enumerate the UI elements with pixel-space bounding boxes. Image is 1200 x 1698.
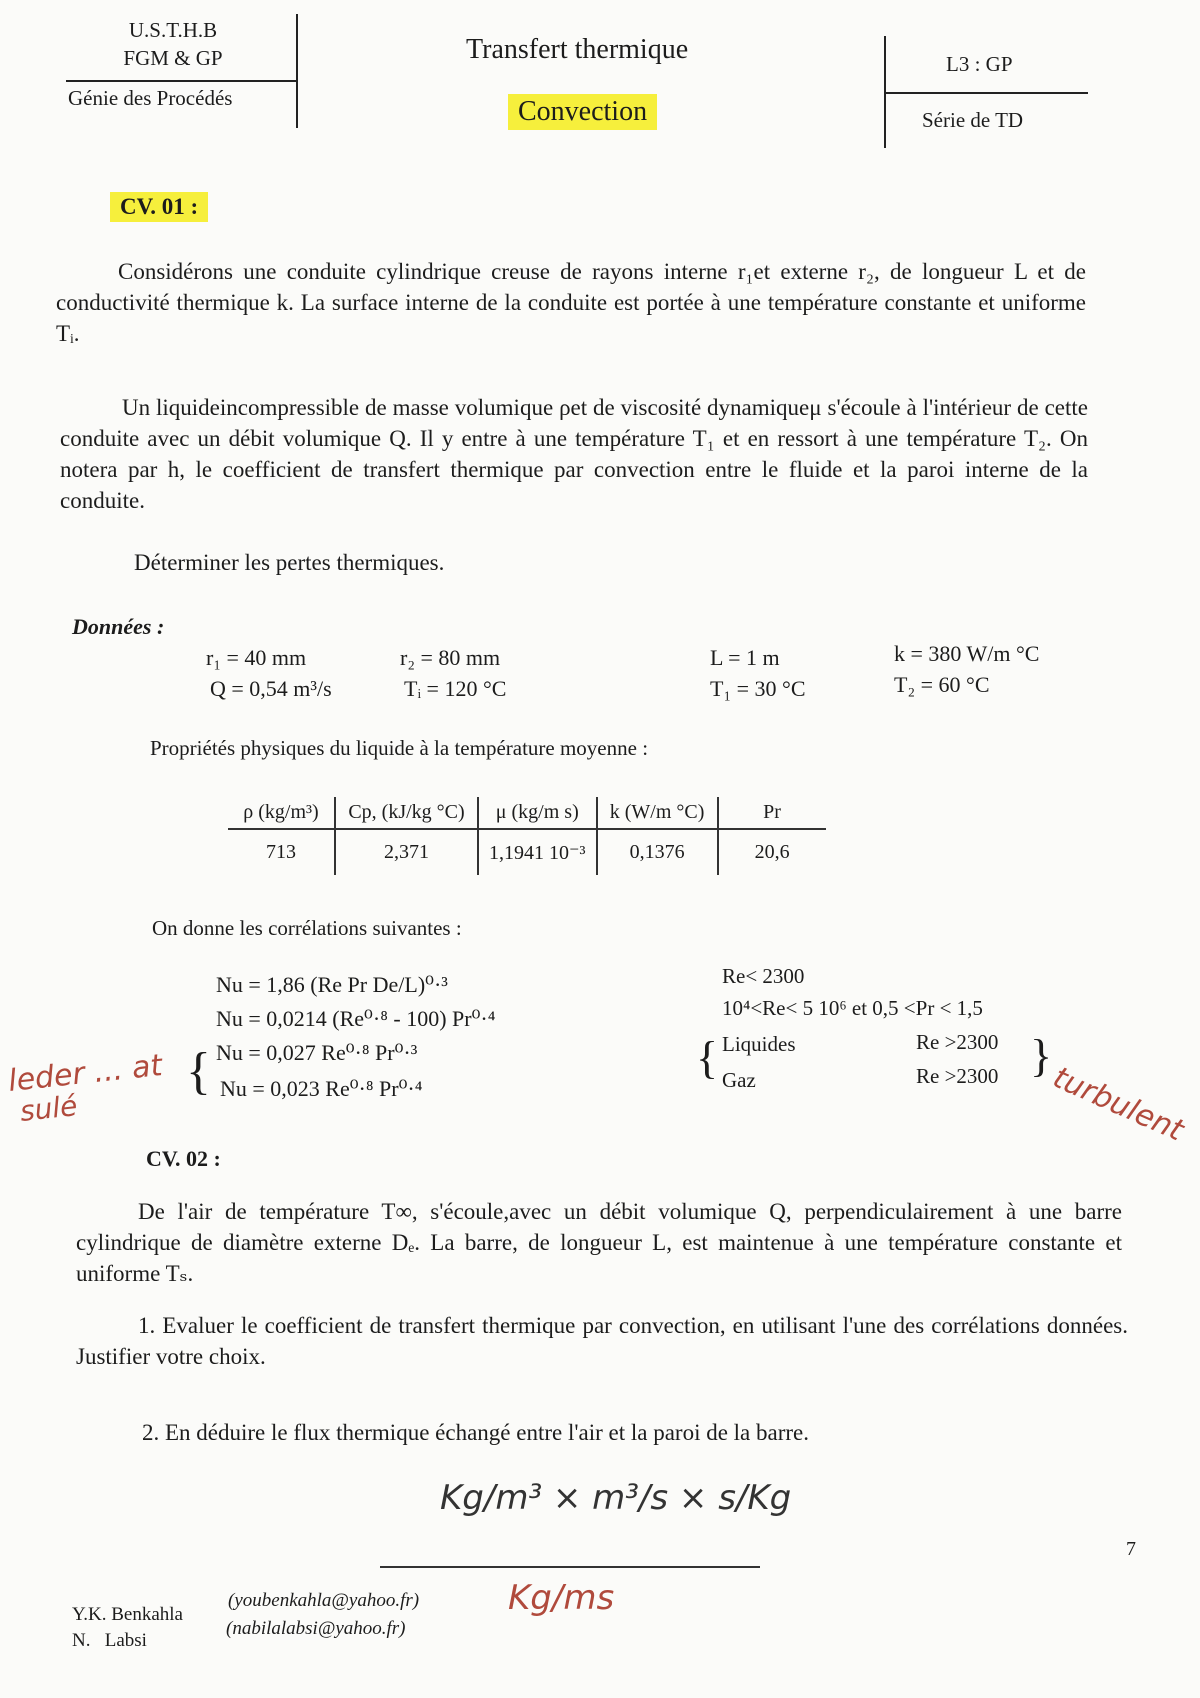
data-r2: r₂ = 80 mm	[400, 645, 501, 670]
correlation-3: Nu = 0,027 Re⁰·⁸ Pr⁰·³	[216, 1040, 418, 1065]
header-cp: Cp, (kJ/kg °C)	[335, 797, 478, 829]
chapter-title: Convection	[508, 94, 657, 130]
header-divider-right	[884, 92, 1088, 94]
email-2: (nabilalabsi@yahoo.fr)	[226, 1618, 406, 1639]
handwritten-left-margin: leder ... at	[6, 1048, 164, 1099]
data-k: k = 380 W/m °C	[894, 641, 1040, 666]
handwritten-units-work-1: Kg/m³ × m³/s × s/Kg	[440, 1478, 792, 1518]
handwritten-right-margin: turbulent	[1047, 1060, 1189, 1149]
condition-4: Gaz	[722, 1068, 756, 1092]
cv02-question-2: 2. En déduire le flux thermique échangé entre l'air et la paroi de la barre.	[142, 1420, 809, 1445]
cv02-title: CV. 02 :	[146, 1146, 221, 1171]
email-1: (youbenkahla@yahoo.fr)	[228, 1590, 420, 1611]
header-mu: μ (kg/m s)	[478, 797, 597, 829]
header-divider-left	[66, 80, 298, 82]
properties-value-row	[228, 829, 826, 875]
correlation-4: Nu = 0,023 Re⁰·⁸ Pr⁰·⁴	[220, 1076, 423, 1101]
header-pr: Pr	[718, 797, 826, 829]
data-T2: T₂ = 60 °C	[894, 672, 990, 697]
header-institution-block	[118, 16, 228, 72]
header-rho: ρ (kg/m³)	[228, 797, 335, 829]
value-mu: 1,1941 10⁻³	[478, 829, 597, 875]
handwritten-fraction-line	[380, 1566, 760, 1568]
donnees-label: Données :	[72, 614, 165, 639]
page-number: 7	[1126, 1538, 1136, 1560]
left-brace: {	[186, 1043, 211, 1100]
props-title: Propriétés physiques du liquide à la température moyenne :	[150, 736, 649, 760]
cv01-title: CV. 01 :	[110, 192, 208, 222]
value-cp: 2,371	[335, 829, 478, 875]
condition-2: 10⁴<Re< 5 10⁶ et 0,5 <Pr < 1,5	[722, 996, 983, 1020]
header-k: k (W/m °C)	[597, 797, 718, 829]
department: Génie des Procédés	[68, 86, 233, 110]
condition-3b: Re >2300	[916, 1030, 999, 1054]
properties-header-row	[228, 797, 826, 829]
header-vertical-rule-left	[296, 14, 298, 128]
level: L3 : GP	[946, 52, 1013, 76]
data-L: L = 1 m	[710, 645, 780, 670]
data-Q: Q = 0,54 m³/s	[210, 676, 332, 701]
cv01-paragraph-1: Considérons une conduite cylindrique creuse de rayons interne r₁et externe r₂, de longueur L et de conductivité thermique k. La surface interne de la conduite est portée à une température constante et uniforme Tᵢ.	[56, 259, 1086, 346]
course-title: Transfert thermique	[466, 34, 689, 65]
correlation-1: Nu = 1,86 (Re Pr De/L)⁰·³	[216, 972, 448, 997]
condition-3: Liquides	[722, 1032, 796, 1056]
data-r1: r₁ = 40 mm	[206, 645, 307, 670]
series: Série de TD	[922, 108, 1024, 132]
author-2: N. Labsi	[72, 1630, 147, 1651]
author-1: Y.K. Benkahla	[72, 1604, 183, 1625]
cv01-task: Déterminer les pertes thermiques.	[134, 550, 445, 575]
properties-table	[228, 797, 826, 875]
data-T1: T₁ = 30 °C	[710, 676, 806, 701]
data-Ti: Tᵢ = 120 °C	[404, 676, 507, 701]
handwritten-units-work-2: Kg/ms	[508, 1578, 615, 1618]
condition-brace-left: {	[696, 1032, 719, 1083]
cv02-question-1: 1. Evaluer le coefficient de transfert thermique par convection, en utilisant l'une des corrélations données. Justifier votre choix.	[76, 1313, 1128, 1369]
cv02-paragraph-1: De l'air de température T∞, s'écoule,avec un débit volumique Q, perpendiculairement à une barre cylindrique de diamètre externe Dₑ. La barre, de longueur L, est maintenue à une température constante et uniforme Tₛ.	[76, 1199, 1122, 1286]
handwritten-left-margin-2: sulé	[18, 1089, 79, 1128]
value-rho: 713	[266, 841, 296, 863]
correlations-title: On donne les corrélations suivantes :	[152, 916, 462, 940]
condition-brace-right: }	[1030, 1030, 1053, 1081]
value-k: 0,1376	[597, 829, 718, 875]
value-pr: 20,6	[718, 829, 826, 875]
condition-1: Re< 2300	[722, 964, 805, 988]
faculty: FGM & GP	[123, 46, 223, 70]
correlation-2: Nu = 0,0214 (Re⁰·⁸ - 100) Pr⁰·⁴	[216, 1006, 496, 1031]
condition-4b: Re >2300	[916, 1064, 999, 1088]
cv01-paragraph-2: Un liquideincompressible de masse volumique ρet de viscosité dynamiqueμ s'écoule à l'intérieur de cette conduite avec un débit volumique Q. Il y entre à une température T₁ et en ressort à une température T₂. On notera par h, le coefficient de transfert thermique par convection entre le fluide et la paroi interne de la conduite.	[60, 395, 1088, 513]
institution: U.S.T.H.B	[128, 18, 218, 42]
